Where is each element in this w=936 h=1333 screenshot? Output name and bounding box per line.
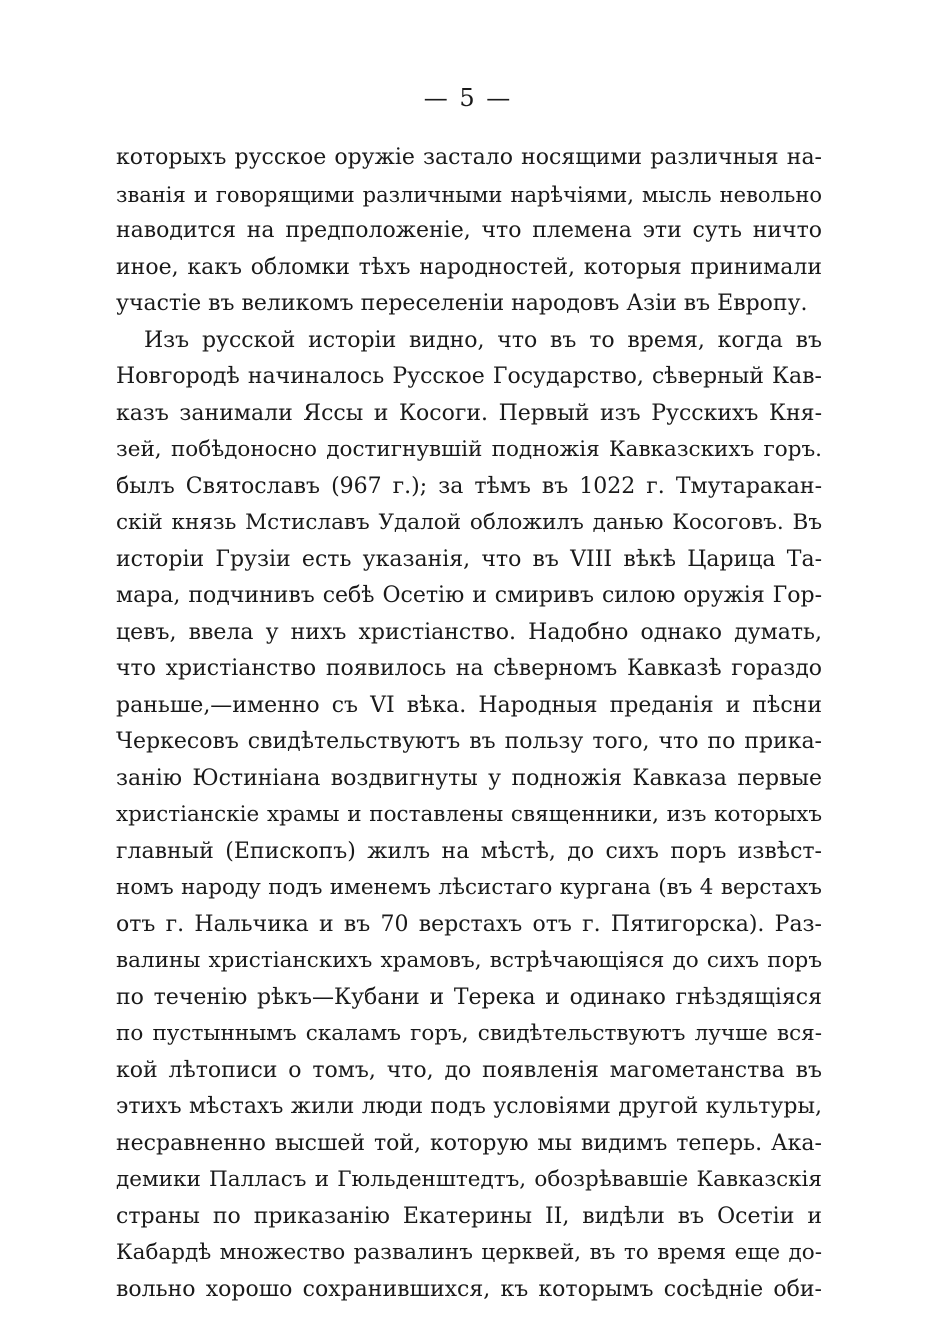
paragraph-start-line: Изъ русской исторіи видно, что въ то время, когда въ <box>144 327 822 353</box>
text-line: казъ занимали Яссы и Косоги. Первый изъ Русскихъ Кня- <box>116 400 822 426</box>
text-line: отъ г. Нальчика и въ 70 верстахъ отъ г. Пятигорска). Раз- <box>116 911 822 937</box>
text-line: которыхъ русское оружіе застало носящими различныя на- <box>116 145 822 170</box>
text-line: по пустыннымъ скаламъ горъ, свидѣтельствуютъ лучше вся- <box>116 1021 822 1046</box>
text-line: исторіи Грузіи есть указанія, что въ VIII вѣкѣ Царица Та- <box>116 546 822 572</box>
text-line: номъ народу подъ именемъ лѣсистаго кургана (въ 4 верстахъ <box>116 875 822 900</box>
text-line: былъ Святославъ (967 г.); за тѣмъ въ 1022 г. Тмутаракан- <box>116 473 822 499</box>
text-line: участіе въ великомъ переселеніи народовъ Азіи въ Европу. <box>116 291 808 316</box>
text-line: званія и говорящими различными нарѣчіями, мысль невольно <box>116 182 822 207</box>
text-line: цевъ, ввела у нихъ христіанство. Надобно однако думать, <box>116 619 822 645</box>
text-line: страны по приказанію Екатерины II, видѣли въ Осетіи и <box>116 1203 822 1229</box>
text-line: кой лѣтописи о томъ, что, до появленія магометанства въ <box>116 1057 822 1083</box>
text-line: что христіанство появилось на сѣверномъ Кавказѣ гораздо <box>116 656 822 681</box>
text-line: мара, подчинивъ себѣ Осетію и смиривъ силою оружія Гор- <box>116 583 822 608</box>
text-line: Черкесовъ свидѣтельствуютъ въ пользу того, что по прика- <box>116 729 822 754</box>
text-line: демики Палласъ и Гюльденштедтъ, обозрѣвавшіе Кавказскія <box>116 1167 822 1192</box>
text-line: несравненно высшей той, которую мы видимъ теперь. Ака- <box>116 1130 822 1156</box>
text-line: христіанскіе храмы и поставлены священники, изъ которыхъ <box>116 802 822 827</box>
text-line: раньше,—именно съ VI вѣка. Народныя преданія и пѣсни <box>116 692 822 718</box>
text-line: скій князь Мстиславъ Удалой обложилъ данью Косоговъ. Въ <box>116 510 822 535</box>
text-line: валины христіанскихъ храмовъ, встрѣчающіяся до сихъ поръ <box>116 948 822 973</box>
text-line: занію Юстиніана воздвигнуты у подножія Кавказа первые <box>116 765 822 791</box>
text-line: Кабардѣ множество развалинъ церквей, въ то время еще до- <box>116 1240 822 1265</box>
page-number: — 5 — <box>423 84 513 112</box>
text-line: вольно хорошо сохранившихся, къ которымъ сосѣдніе оби- <box>116 1276 822 1302</box>
text-line: по теченію рѣкъ—Кубани и Терека и одинако гнѣздящіяся <box>116 984 822 1010</box>
text-line: зей, побѣдоносно достигнувшій подножія Кавказскихъ горъ. <box>116 437 822 462</box>
text-line: Новгородѣ начиналось Русское Государство, сѣверный Кав- <box>116 364 822 389</box>
body-text <box>116 140 822 1308</box>
text-line: этихъ мѣстахъ жили люди подъ условіями другой культуры, <box>116 1094 822 1119</box>
text-line: иное, какъ обломки тѣхъ народностей, которыя принимали <box>116 254 822 280</box>
text-line: наводится на предположеніе, что племена эти суть ничто <box>116 218 822 243</box>
text-line: главный (Епископъ) жилъ на мѣстѣ, до сихъ поръ извѣст- <box>116 838 822 864</box>
